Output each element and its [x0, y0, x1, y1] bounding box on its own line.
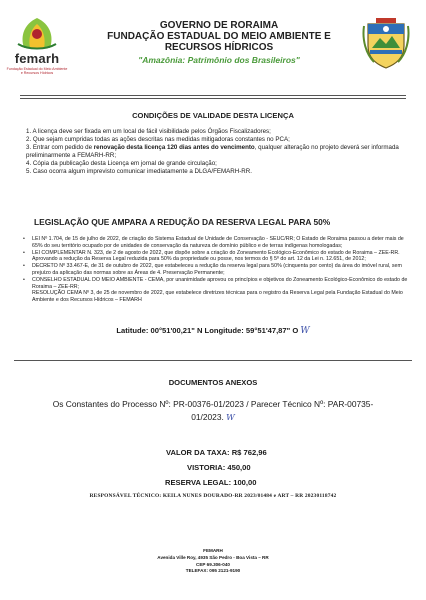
condition-item: 5. Caso ocorra algum imprevisto comunicar imediatamente a DLGA/FEMARH-RR.	[26, 168, 252, 175]
condition-item-3-post: , qualquer alteração no projeto deverá ser informada preliminarmente a FEMARH-RR;	[26, 144, 399, 159]
condition-item	[26, 144, 406, 160]
footer-line: Avenida Ville Roy, 4935 São Pedro - Boa Vista – RR	[157, 554, 269, 560]
header-line3: RECURSOS HÍDRICOS	[164, 42, 274, 53]
roraima-coat-of-arms-icon	[362, 14, 410, 70]
fee-label: VALOR DA TAXA:	[166, 448, 230, 457]
fees-block	[150, 445, 330, 490]
fee-value: R$ 762,96	[231, 448, 267, 457]
condition-item: 2. Que sejam cumpridas todas as ações descritas nas medidas mitigadoras constantes no PCA;	[26, 136, 290, 143]
footer-line: TELEFAX: 095 2121-9190	[185, 568, 241, 574]
legislation-item: • LEI Nº 1.704, de 15 de julho de 2022, de criação do Sistema Estadual de Unidade de Conservação - SEUC/RR; O Estado de Roraima passou a deter mais de 65% do seu território ocupado por de unidades de conservação da natureza de domínio público e de terras indígenas homologadas;	[20, 236, 408, 250]
section-divider	[14, 360, 412, 361]
legislation-list	[20, 236, 408, 304]
handwritten-initial: W	[300, 326, 310, 336]
legislation-item: • LEI COMPLEMENTAR N. 323, de 2 de agosto de 2022, que dispõe sobre a criação do Zoneamento Ecológico-Econômico do estado de Roraima – ZEE-RR. Aprovando a redução da Reserva Legal reduzida para 50% da propriedade ou posse, nos termos do § 5º do art. 12 da Lei n. 12.651, de 2012;	[20, 250, 408, 264]
header-divider-top	[20, 95, 406, 96]
technical-responsible: RESPONSÁVEL TÉCNICO: KEILA NUNES DOURADO-RR 2023/01484 e ART – RR 20230118742	[89, 493, 337, 499]
fee-value: 450,00	[227, 463, 251, 472]
legislation-title: LEGISLAÇÃO QUE AMPARA A REDUÇÃO DA RESERVA LEGAL PARA 50%	[34, 217, 331, 227]
fee-row	[150, 475, 330, 490]
handwritten-initial: W	[226, 412, 235, 422]
condition-item: 1. A licença deve ser fixada em um local de fácil visibilidade pelos Órgãos Fiscalizadores;	[26, 128, 271, 135]
header-line2: FUNDAÇÃO ESTADUAL DO MEIO AMBIENTE E	[107, 31, 331, 42]
footer-address	[0, 548, 426, 575]
fee-label: RESERVA LEGAL:	[165, 478, 232, 487]
coordinates	[0, 326, 426, 336]
logo-tagline: Fundação Estadual do Meio Ambiente e Recursos Hídricos	[6, 67, 68, 75]
condition-item-3-bold: renovação desta licença 120 dias antes do vencimento	[93, 144, 255, 151]
header-slogan: "Amazônia: Patrimônio dos Brasileiros"	[138, 55, 300, 65]
header-divider-bottom	[20, 98, 406, 99]
conditions-list	[26, 128, 406, 176]
condition-item-3-pre: 3. Entrar com pedido de	[26, 144, 94, 151]
legislation-item: • CONSELHO ESTADUAL DO MEIO AMBIENTE - CEMA, por unanimidade aprovou os princípios e objetivos do Zoneamento Ecológico-Econômico do estado de Roraima – ZEE-RR; RESOLUÇÃO CEMA Nº 3, de 25 de novembro de 2022, que estabelece diretrizes técnicas para o registro da Reserva Legal pela Fundação Estadual do Meio Ambiente e dos Recursos Hídricos – FEMARH	[20, 277, 408, 304]
condition-item: 4. Cópia da publicação desta Licença em jornal de grande circulação;	[26, 160, 217, 167]
documents-title: DOCUMENTOS ANEXOS	[168, 378, 258, 387]
femarh-logo	[6, 14, 68, 84]
footer-line: FEMARH	[203, 548, 223, 553]
process-text: Os Constantes do Processo Nº: PR-00376-01/2023 / Parecer Técnico Nº: PAR-00735-01/2023.	[52, 399, 374, 422]
fee-row	[150, 445, 330, 460]
legislation-item: • DECRETO Nº 33.467-E, de 31 de outubro de 2022, que estabeleceu a redução da reserva legal para 50% (cinquenta por cento) da área do imóvel rural, sem prejuízo da aplicação das normas sobre as Áreas de 4. Preservação Permanente;	[20, 263, 408, 277]
femarh-leaf-icon	[6, 14, 68, 52]
fee-value: 100,00	[233, 478, 257, 487]
coordinates-text: Latitude: 00°51'00,21" N Longitude: 59°51'47,87" O	[116, 326, 299, 335]
process-reference	[40, 398, 386, 424]
conditions-title: CONDIÇÕES DE VALIDADE DESTA LICENÇA	[132, 111, 294, 120]
document-header	[80, 20, 358, 65]
header-line1: GOVERNO DE RORAIMA	[159, 20, 279, 31]
fee-label: VISTORIA:	[187, 463, 226, 472]
logo-brand: femarh	[14, 51, 60, 66]
footer-line: CEP 69.306-040	[196, 561, 230, 567]
fee-row	[150, 460, 330, 475]
